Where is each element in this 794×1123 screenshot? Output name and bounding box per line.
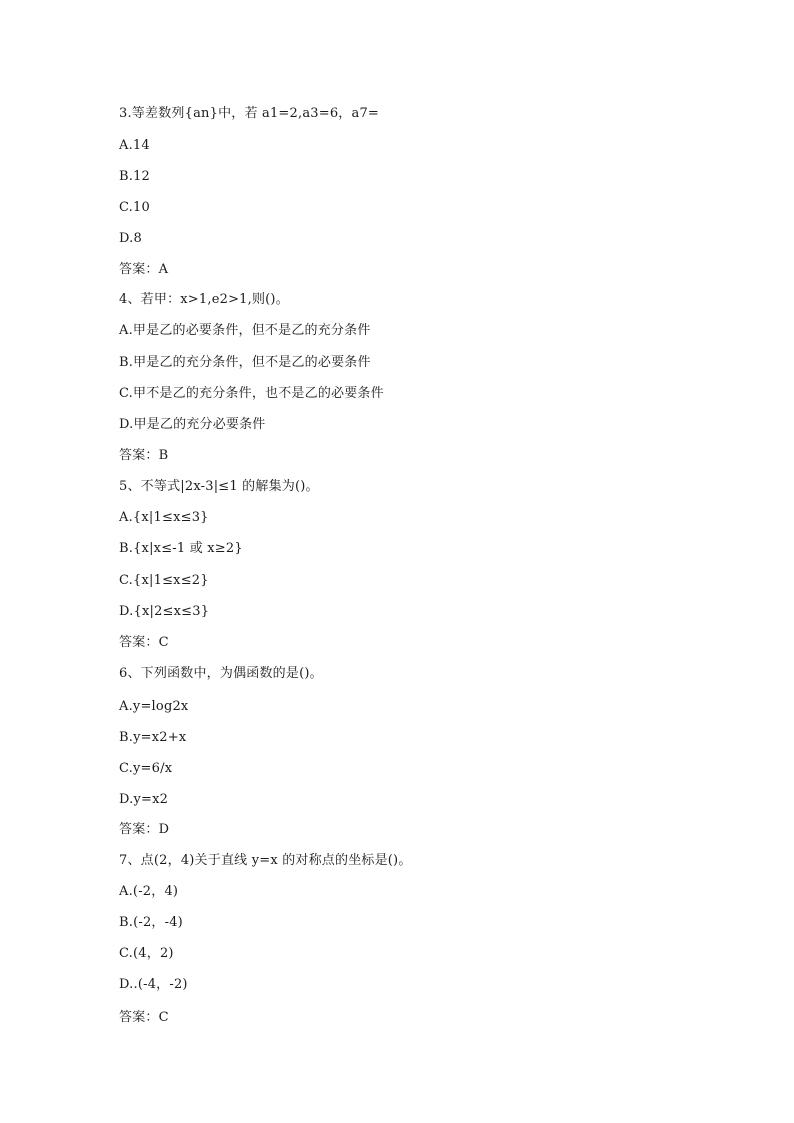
question-6-answer: 答案：D (119, 822, 170, 837)
question-5-option-b: B.{x|x≤-1 或 x≥2} (119, 541, 243, 556)
question-5-option-c: C.{x|1≤x≤2} (119, 573, 209, 588)
question-7-option-c: C.(4，2) (119, 946, 174, 961)
question-4-option-d: D.甲是乙的充分必要条件 (119, 417, 266, 432)
question-5-answer: 答案：C (119, 635, 169, 650)
question-3-option-d: D.8 (119, 231, 142, 246)
question-6-option-a: A.y=log2x (119, 699, 189, 714)
question-6-option-b: B.y=x2+x (119, 730, 187, 745)
question-3-option-c: C.10 (119, 200, 150, 215)
question-4-option-a: A.甲是乙的必要条件，但不是乙的充分条件 (119, 323, 371, 338)
question-7-option-a: A.(-2，4) (119, 884, 179, 899)
question-3-answer: 答案：A (119, 262, 169, 277)
question-6-stem: 6、下列函数中，为偶函数的是()。 (119, 666, 323, 681)
question-5-stem: 5、不等式|2x-3|≤1 的解集为()。 (119, 479, 319, 494)
question-5-option-d: D.{x|2≤x≤3} (119, 604, 210, 619)
question-7-answer: 答案：C (119, 1010, 169, 1025)
question-4-option-b: B.甲是乙的充分条件，但不是乙的必要条件 (119, 355, 371, 370)
question-5-option-a: A.{x|1≤x≤3} (119, 510, 209, 525)
question-3-option-a: A.14 (119, 138, 150, 153)
question-6-option-c: C.y=6/x (119, 761, 173, 776)
question-7-option-d: D..(-4，-2) (119, 977, 188, 992)
question-4-stem: 4、若甲：x>1,e2>1,则()。 (119, 292, 289, 307)
question-7-option-b: B.(-2，-4) (119, 915, 183, 930)
question-7-stem: 7、点(2，4)关于直线 y=x 的对称点的坐标是()。 (119, 853, 412, 868)
question-3-option-b: B.12 (119, 169, 151, 184)
question-6-option-d: D.y=x2 (119, 792, 169, 807)
question-4-answer: 答案：B (119, 448, 169, 463)
question-4-option-c: C.甲不是乙的充分条件，也不是乙的必要条件 (119, 386, 384, 401)
question-3-stem: 3.等差数列{an}中，若 a1=2,a3=6，a7= (119, 106, 380, 121)
